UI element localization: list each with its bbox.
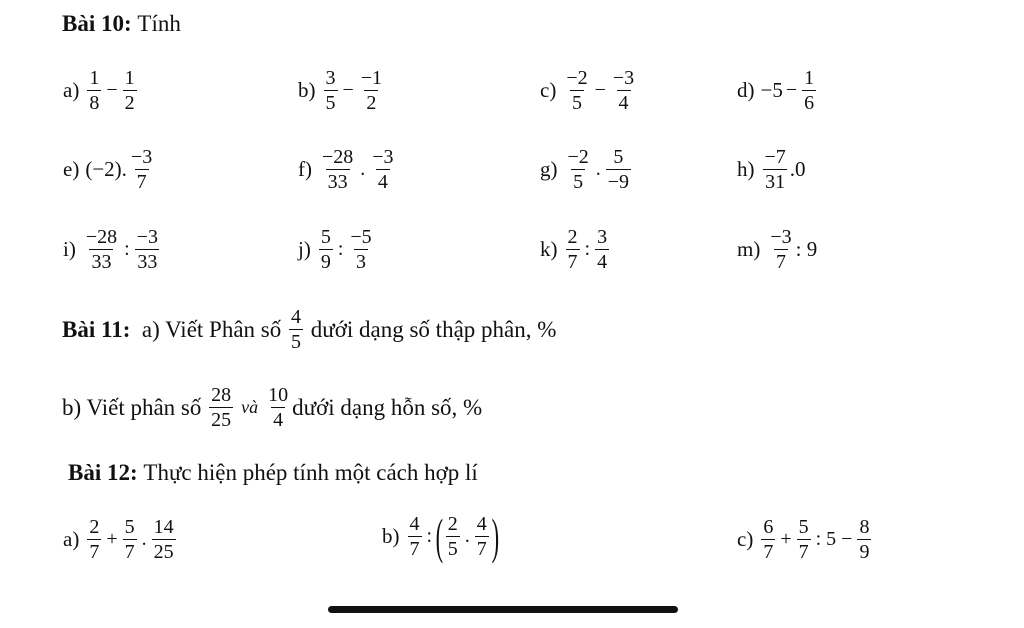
bai10-heading xyxy=(62,11,181,37)
item-label: c) xyxy=(737,527,754,551)
bai12-item-c xyxy=(737,515,873,564)
fraction: $\frac{8}{9}$ xyxy=(859,516,870,563)
bai12-instruction: Thực hiện phép tính một cách hợp lí xyxy=(143,460,478,485)
fraction: $\frac{4}{7}$ xyxy=(476,512,487,560)
bai10-item-c xyxy=(540,66,638,115)
fraction: $\frac{-3}{4}$ xyxy=(372,146,394,193)
expression-prefix: −5 xyxy=(760,78,783,102)
fraction: $\frac{5}{-9}$ xyxy=(607,146,630,193)
fraction: $\frac{14}{25}$ xyxy=(153,516,174,563)
fraction: $\frac{-3}{4}$ xyxy=(612,67,635,114)
bai10-item-h xyxy=(737,145,806,194)
operator: + xyxy=(106,528,118,550)
fraction: $\frac{4}{7}$ xyxy=(409,512,420,560)
fraction: $\frac{28}{25}$ xyxy=(211,384,232,431)
item-label: b) xyxy=(298,78,316,102)
fraction: $\frac{3}{5}$ xyxy=(325,67,336,114)
operator: − xyxy=(594,79,606,101)
bai11-b-prefix: b) Viết phân số xyxy=(62,394,202,420)
fraction: $\frac{-28}{33}$ xyxy=(85,226,118,273)
fraction: $\frac{-7}{31}$ xyxy=(764,146,786,193)
operator: : xyxy=(337,238,344,260)
item-label: f) xyxy=(298,157,312,181)
bai10-item-j xyxy=(298,225,376,274)
fraction: $\frac{5}{7}$ xyxy=(798,516,809,563)
fraction: $\frac{1}{2}$ xyxy=(124,67,135,114)
item-label: h) xyxy=(737,157,755,181)
fraction: $\frac{10}{4}$ xyxy=(268,384,289,431)
bai11-a-prefix: a) Viết Phân số xyxy=(141,316,282,342)
operator: + xyxy=(780,528,792,550)
home-indicator[interactable] xyxy=(328,606,678,613)
fraction: $\frac{-3}{7}$ xyxy=(130,146,153,193)
fraction: $\frac{6}{7}$ xyxy=(763,516,774,563)
bai10-item-b xyxy=(298,66,386,115)
item-label: c) xyxy=(540,78,557,102)
bai10-title: Bài 10: xyxy=(62,11,132,36)
bai10-item-a xyxy=(63,66,139,115)
fraction: $\frac{-28}{33}$ xyxy=(322,146,354,193)
open-parenthesis: ( xyxy=(435,508,444,564)
fraction: $\frac{2}{5}$ xyxy=(447,512,458,560)
operator: . xyxy=(360,158,366,180)
operator: : 5 − xyxy=(815,528,853,550)
operator: : xyxy=(584,238,591,260)
expression-prefix: (−2). xyxy=(85,157,127,181)
item-label: m) xyxy=(737,237,761,261)
bai10-instruction: Tính xyxy=(137,11,181,36)
bai10-item-g xyxy=(540,145,633,194)
operator: − xyxy=(785,79,798,101)
fraction: $\frac{2}{7}$ xyxy=(567,226,578,273)
bai10-item-f xyxy=(298,145,398,194)
fraction: $\frac{5}{7}$ xyxy=(124,516,135,563)
item-label: a) xyxy=(63,527,80,551)
expression-suffix: : 9 xyxy=(795,237,818,261)
bai11-title: Bài 11: xyxy=(62,316,131,342)
operator: . xyxy=(464,524,470,547)
item-label: b) xyxy=(382,523,400,548)
bai10-item-m xyxy=(737,225,817,274)
fraction: $\frac{-3}{33}$ xyxy=(136,226,158,273)
bai10-item-i xyxy=(63,225,162,274)
operator: − xyxy=(342,79,354,101)
fraction: $\frac{-3}{7}$ xyxy=(770,226,792,273)
fraction: $\frac{4}{5}$ xyxy=(291,306,301,353)
fraction: $\frac{-2}{5}$ xyxy=(567,146,589,193)
close-parenthesis: ) xyxy=(491,508,499,564)
bai12-item-a xyxy=(63,515,178,564)
expression-suffix: .0 xyxy=(789,157,806,181)
fraction: $\frac{1}{8}$ xyxy=(89,67,100,114)
fraction: $\frac{-5}{3}$ xyxy=(350,226,372,273)
operator: . xyxy=(141,528,147,550)
fraction: $\frac{2}{7}$ xyxy=(89,516,100,563)
item-label: k) xyxy=(540,237,558,261)
bai11-part-b xyxy=(62,383,482,432)
fraction: $\frac{5}{9}$ xyxy=(320,226,331,273)
item-label: j) xyxy=(298,237,311,261)
fraction: $\frac{3}{4}$ xyxy=(597,226,608,273)
fraction: $\frac{-2}{5}$ xyxy=(566,67,588,114)
operator: : xyxy=(426,524,433,547)
fraction: $\frac{-1}{2}$ xyxy=(360,67,383,114)
operator: . xyxy=(595,158,601,180)
operator: : xyxy=(124,238,130,260)
bai11-a-suffix: dưới dạng số thập phân, % xyxy=(310,316,557,342)
bai10-item-k xyxy=(540,225,611,274)
fraction: $\frac{1}{6}$ xyxy=(804,67,815,114)
conjunction: và xyxy=(241,397,259,417)
bai10-item-d xyxy=(737,66,818,115)
bai11-b-suffix: dưới dạng hỗn số, % xyxy=(292,394,483,420)
bai12-item-b xyxy=(382,510,499,562)
item-label: a) xyxy=(63,78,80,102)
bai11-part-a xyxy=(62,305,556,354)
item-label: d) xyxy=(737,78,755,102)
item-label: e) xyxy=(63,157,80,181)
bai10-item-e xyxy=(63,145,156,194)
operator: − xyxy=(106,79,118,101)
item-label: g) xyxy=(540,157,558,181)
bai12-title: Bài 12: xyxy=(68,460,138,485)
bai12-heading xyxy=(68,460,478,486)
item-label: i) xyxy=(63,237,76,261)
